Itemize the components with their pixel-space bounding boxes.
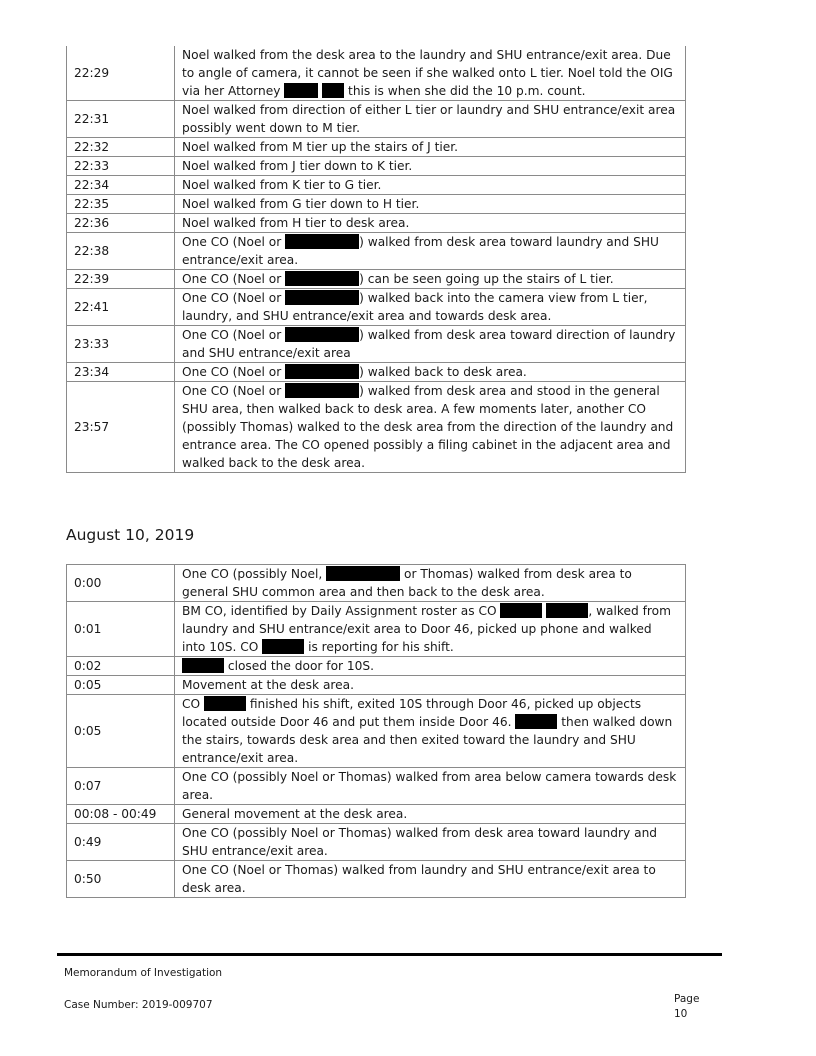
description-cell: Noel walked from G tier down to H tier. [175,195,686,214]
table-row [67,676,686,695]
table-row [67,138,686,157]
redaction-block [515,714,557,729]
table-row [67,195,686,214]
time-cell: 22:38 [67,233,175,270]
event-log-table-aug-9 [66,46,686,473]
time-cell: 23:33 [67,326,175,363]
description-cell: One CO (possibly Noel or Thomas) walked from area below camera towards desk area. [175,768,686,805]
redaction-block [285,271,359,286]
redaction-block [546,603,588,618]
redaction-block [285,290,359,305]
time-cell: 22:34 [67,176,175,195]
description-cell: BM CO, identified by Daily Assignment roster as CO , walked from laundry and SHU entrance/exit area to Door 46, picked up phone and walked into 10S. CO is reporting for his shift. [175,602,686,657]
table-row [67,382,686,473]
time-cell: 22:33 [67,157,175,176]
description-cell: One CO (Noel or ) can be seen going up the stairs of L tier. [175,270,686,289]
table-row [67,157,686,176]
table-row [67,289,686,326]
redaction-block [262,639,304,654]
footer-page-label: Page [674,993,700,1005]
table-row [67,214,686,233]
description-cell: One CO (possibly Noel, or Thomas) walked from desk area to general SHU common area and then back to the desk area. [175,565,686,602]
description-cell: Movement at the desk area. [175,676,686,695]
table-row [67,363,686,382]
time-cell: 22:36 [67,214,175,233]
time-cell: 22:39 [67,270,175,289]
redaction-block [326,566,400,581]
description-cell: One CO (Noel or ) walked from desk area and stood in the general SHU area, then walked back to desk area. A few moments later, another CO (possibly Thomas) walked to the desk area from the direction of the laundry and entrance area. The CO opened possibly a filing cabinet in the adjacent area and walked back to the desk area. [175,382,686,473]
footer-page-value: 10 [674,1008,688,1020]
time-cell: 0:49 [67,824,175,861]
time-cell: 22:31 [67,101,175,138]
table-row [67,176,686,195]
time-cell: 23:34 [67,363,175,382]
time-cell: 22:41 [67,289,175,326]
time-cell: 23:57 [67,382,175,473]
time-cell: 0:05 [67,676,175,695]
redaction-block [204,696,246,711]
section-heading-date: August 10, 2019 [66,526,195,544]
table-row [67,270,686,289]
table-row [67,657,686,676]
description-cell: One CO (Noel or ) walked back into the camera view from L tier, laundry, and SHU entrance/exit area and towards desk area. [175,289,686,326]
event-log-table-aug-10 [66,564,686,898]
table-row [67,326,686,363]
description-cell: Noel walked from K tier to G tier. [175,176,686,195]
table-row [67,805,686,824]
footer-document-title: Memorandum of Investigation [64,967,223,979]
table-row [67,101,686,138]
description-cell: One CO (Noel or ) walked from desk area toward laundry and SHU entrance/exit area. [175,233,686,270]
table-row [67,565,686,602]
time-cell: 0:50 [67,861,175,898]
redaction-block [500,603,542,618]
description-cell: Noel walked from direction of either L tier or laundry and SHU entrance/exit area possibly went down to M tier. [175,101,686,138]
time-cell: 0:01 [67,602,175,657]
time-cell: 0:02 [67,657,175,676]
redaction-block [285,383,359,398]
table-row [67,824,686,861]
time-cell: 22:35 [67,195,175,214]
description-cell: Noel walked from the desk area to the laundry and SHU entrance/exit area. Due to angle of camera, it cannot be seen if she walked onto L tier. Noel told the OIG via her Attorney this is when she did the 10 p.m. count. [175,46,686,101]
time-cell: 22:32 [67,138,175,157]
description-cell: One CO (Noel or ) walked from desk area toward direction of laundry and SHU entrance/exit area [175,326,686,363]
footer-page-number [674,992,714,1022]
time-cell: 0:07 [67,768,175,805]
description-cell: General movement at the desk area. [175,805,686,824]
redaction-block [285,327,359,342]
time-cell: 0:05 [67,695,175,768]
table-row [67,602,686,657]
footer-divider [57,953,722,956]
description-cell: One CO (Noel or ) walked back to desk area. [175,363,686,382]
table-row [67,861,686,898]
time-cell: 22:29 [67,46,175,101]
redaction-block [182,658,224,673]
table-row [67,46,686,101]
redaction-block [285,364,359,379]
description-cell: One CO (possibly Noel or Thomas) walked from desk area toward laundry and SHU entrance/exit area. [175,824,686,861]
redaction-block [284,83,318,98]
table-row [67,233,686,270]
description-cell: Noel walked from M tier up the stairs of J tier. [175,138,686,157]
description-cell: closed the door for 10S. [175,657,686,676]
description-cell: One CO (Noel or Thomas) walked from laundry and SHU entrance/exit area to desk area. [175,861,686,898]
time-cell: 00:08 - 00:49 [67,805,175,824]
footer-case-number: Case Number: 2019-009707 [64,999,213,1011]
table-row [67,695,686,768]
time-cell: 0:00 [67,565,175,602]
description-cell: Noel walked from H tier to desk area. [175,214,686,233]
redaction-block [285,234,359,249]
table-row [67,768,686,805]
description-cell: CO finished his shift, exited 10S through Door 46, picked up objects located outside Door 46 and put them inside Door 46. then walked down the stairs, towards desk area and then exited toward the laundry and SHU entrance/exit area. [175,695,686,768]
description-cell: Noel walked from J tier down to K tier. [175,157,686,176]
redaction-block [322,83,344,98]
